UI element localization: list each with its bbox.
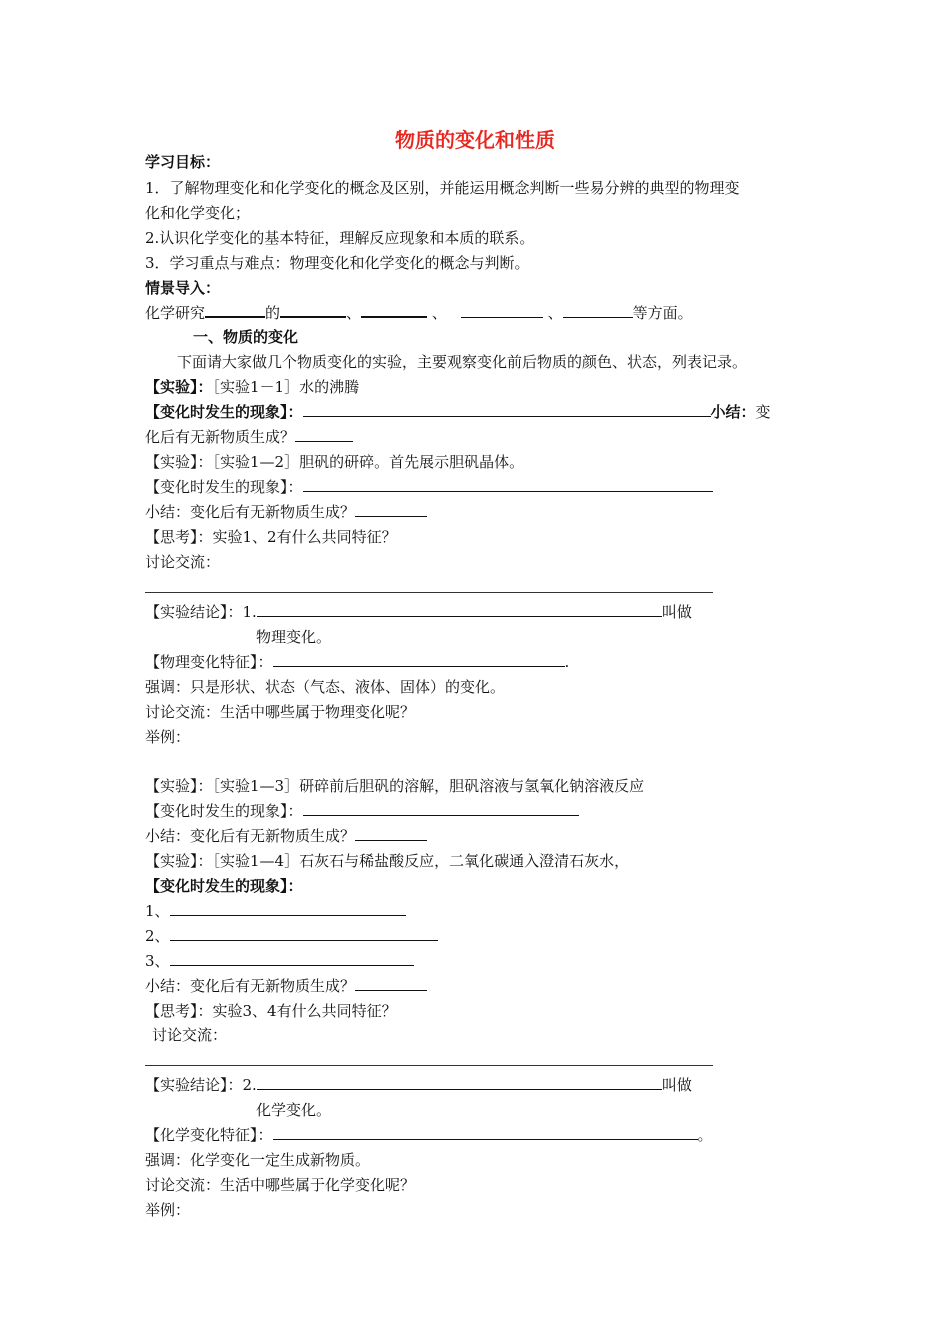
intro-text-b: 的 — [265, 304, 281, 322]
exp4-item-3-blank[interactable] — [170, 951, 414, 966]
conclusion2-line2: 化学变化。 — [256, 1101, 332, 1119]
feature-end: 。 — [697, 1126, 713, 1144]
feature-label: 【物理变化特征】： — [145, 653, 273, 671]
exp4-summary-blank[interactable] — [355, 976, 427, 991]
physical-feature — [145, 652, 569, 672]
item-number: 3、 — [145, 952, 170, 970]
exp1-summary-blank[interactable] — [295, 427, 353, 442]
objectives-heading: 学习目标： — [145, 153, 221, 171]
feature-end: . — [564, 653, 570, 671]
summary-text: 变 — [755, 403, 771, 421]
section1-heading: 一、物质的变化 — [193, 328, 299, 346]
exp4-item-1-blank[interactable] — [170, 901, 406, 916]
exp2-summary-blank[interactable] — [355, 502, 427, 517]
exp3-phenomenon — [145, 801, 579, 821]
chemical-feature-blank[interactable] — [273, 1125, 698, 1140]
think-label: 【思考】： — [145, 1002, 213, 1020]
intro-text-a: 化学研究 — [145, 304, 206, 322]
conclusion1 — [145, 602, 692, 622]
objective-2: 2.认识化学变化的基本特征，理解反应现象和本质的联系。 — [145, 229, 535, 247]
exp4-item-2 — [145, 926, 438, 946]
item-number: 2、 — [145, 927, 170, 945]
summary-question: 小结：变化后有无新物质生成？ — [145, 827, 356, 845]
example2: 举例： — [145, 1201, 191, 1219]
summary-question: 化后有无新物质生成？ — [145, 428, 296, 446]
sep: 、 — [427, 304, 447, 322]
exp2-phenomenon-blank[interactable] — [303, 477, 713, 492]
conclusion-tail: 叫做 — [661, 603, 692, 621]
think-label: 【思考】： — [145, 528, 213, 546]
objective-1-line2: 化和化学变化； — [145, 204, 251, 222]
think-text: 实验3、4有什么共同特征？ — [212, 1002, 397, 1020]
conclusion-num: 1. — [242, 603, 257, 621]
answer-line[interactable] — [145, 592, 713, 593]
sep: 、 — [346, 304, 362, 322]
summary-question: 小结：变化后有无新物质生成？ — [145, 977, 356, 995]
page-title: 物质的变化和性质 — [395, 128, 555, 152]
exp4-line — [145, 851, 629, 871]
phenomenon-label: 【变化时发生的现象】： — [145, 478, 303, 496]
exp2-phenomenon — [145, 477, 713, 497]
think1 — [145, 527, 397, 547]
phenomenon-label: 【变化时发生的现象】： — [145, 403, 303, 421]
blank-2[interactable] — [280, 302, 346, 318]
blank-4[interactable] — [461, 303, 543, 318]
exp4-item-3 — [145, 951, 414, 971]
item-number: 1、 — [145, 902, 170, 920]
blank-1[interactable] — [205, 302, 265, 318]
exp1-text: ［实验1－1］水的沸腾 — [212, 378, 360, 396]
intro-text-end: 等方面。 — [632, 304, 693, 322]
conclusion2 — [145, 1075, 692, 1095]
exp1-phenomenon-blank[interactable] — [303, 402, 711, 417]
feature-label: 【化学变化特征】： — [145, 1126, 273, 1144]
chemical-feature — [145, 1125, 713, 1145]
discuss2: 讨论交流： — [152, 1026, 228, 1044]
exp2-label: 【实验】： — [145, 453, 213, 471]
example1: 举例： — [145, 728, 191, 746]
exp3-line — [145, 776, 644, 796]
exp2-text: ［实验1—2］胆矾的研碎。首先展示胆矾晶体。 — [212, 453, 525, 471]
conclusion-num: 2. — [242, 1076, 257, 1094]
emphasis1: 强调：只是形状、状态（气态、液体、固体）的变化。 — [145, 678, 506, 696]
conclusion1-line2: 物理变化。 — [256, 628, 332, 646]
intro-sentence — [145, 302, 693, 323]
exp1-phenomenon — [145, 402, 771, 422]
conclusion-label: 【实验结论】： — [145, 603, 243, 621]
objective-3: 3．学习重点与难点：物理变化和化学变化的概念与判断。 — [145, 254, 530, 272]
think2 — [145, 1001, 397, 1021]
exp3-phenomenon-blank[interactable] — [303, 801, 579, 816]
objective-1-line1: 1．了解物理变化和化学变化的概念及区别，并能运用概念判断一些易分辨的典型的物理变 — [145, 179, 740, 197]
exp3-summary — [145, 826, 427, 846]
exp4-phenomenon-label: 【变化时发生的现象】： — [145, 877, 303, 895]
phenomenon-label: 【变化时发生的现象】： — [145, 802, 303, 820]
think-text: 实验1、2有什么共同特征？ — [212, 528, 397, 546]
sep: 、 — [542, 304, 563, 322]
exp1-line — [145, 377, 359, 397]
exp4-summary — [145, 976, 427, 996]
physical-feature-blank[interactable] — [273, 652, 565, 667]
emphasis2: 强调：化学变化一定生成新物质。 — [145, 1151, 371, 1169]
exp3-summary-blank[interactable] — [355, 826, 427, 841]
exp4-item-1 — [145, 901, 406, 921]
conclusion1-blank[interactable] — [257, 602, 662, 617]
exp1-label: 【实验】： — [145, 378, 213, 396]
exp4-text: ［实验1—4］石灰石与稀盐酸反应，二氧化碳通入澄清石灰水， — [212, 852, 630, 870]
discuss1: 讨论交流： — [145, 553, 221, 571]
blank-5[interactable] — [563, 303, 633, 318]
exp1-summary-line2 — [145, 427, 353, 447]
exp3-text: ［实验1—3］研碎前后胆矾的溶解，胆矾溶液与氢氧化钠溶液反应 — [212, 777, 645, 795]
intro-heading: 情景导入： — [145, 279, 221, 297]
exp2-line — [145, 452, 524, 472]
blank-3[interactable] — [361, 302, 427, 318]
discuss-physical: 讨论交流：生活中哪些属于物理变化呢？ — [145, 703, 416, 721]
summary-label: 小结： — [710, 403, 756, 421]
exp4-label: 【实验】： — [145, 852, 213, 870]
discuss-chemical: 讨论交流：生活中哪些属于化学变化呢？ — [145, 1176, 416, 1194]
exp4-item-2-blank[interactable] — [170, 926, 438, 941]
answer-line[interactable] — [145, 1065, 713, 1066]
conclusion-tail: 叫做 — [661, 1076, 692, 1094]
exp2-summary — [145, 502, 427, 522]
conclusion2-blank[interactable] — [257, 1075, 662, 1090]
instruction: 下面请大家做几个物质变化的实验，主要观察变化前后物质的颜色、状态，列表记录。 — [177, 353, 748, 371]
conclusion-label: 【实验结论】： — [145, 1076, 243, 1094]
exp3-label: 【实验】： — [145, 777, 213, 795]
summary-question: 小结：变化后有无新物质生成？ — [145, 503, 356, 521]
